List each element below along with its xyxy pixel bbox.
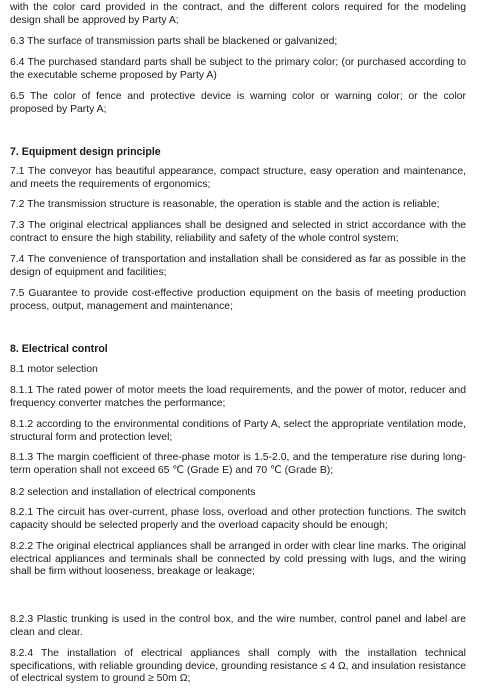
heading-section-8: 8. Electrical control	[10, 343, 108, 355]
paragraph-8-2-4: 8.2.4 The installation of electrical appliances shall comply with the installation technical specifications, with reliable grounding device, grounding resistance ≤ 4 Ω, and insulation resistance of electrical system to ground ≥ 50m Ω;	[10, 648, 466, 685]
paragraph-7-1: 7.1 The conveyor has beautiful appearance, compact structure, easy operation and maintenance, and meets the requirements of ergonomics;	[10, 166, 466, 190]
paragraph-6-5: 6.5 The color of fence and protective device is warning color or warning color; or the color proposed by Party A;	[10, 91, 466, 115]
paragraph-7-2: 7.2 The transmission structure is reasonable, the operation is stable and the action is reliable;	[10, 199, 440, 210]
paragraph-8-1-1: 8.1.1 The rated power of motor meets the load requirements, and the power of motor, reducer and frequency converter matches the performance;	[10, 385, 466, 409]
paragraph-6-3: 6.3 The surface of transmission parts shall be blackened or galvanized;	[10, 36, 338, 47]
paragraph-6-4: 6.4 The purchased standard parts shall be subject to the primary color; (or purchased according to the executable scheme proposed by Party A)	[10, 57, 466, 81]
paragraph-color-card: with the color card provided in the contract, and the different colors required for the modeling design shall be approved by Party A;	[10, 2, 466, 26]
paragraph-7-5: 7.5 Guarantee to provide cost-effective production equipment on the basis of meeting production process, output, management and maintenance;	[10, 288, 466, 312]
paragraph-8-2-2: 8.2.2 The original electrical appliances shall be arranged in order with clear line marks. The original electrical appliances and terminals shall be connected by cold pressing with lugs, and the wiring shall be firm without looseness, breakage or leakage;	[10, 541, 466, 578]
paragraph-8-1: 8.1 motor selection	[10, 364, 98, 375]
paragraph-8-1-3: 8.1.3 The margin coefficient of three-phase motor is 1.5-2.0, and the temperature rise during long-term operation shall not exceed 65 ℃ (Grade E) and 70 ℃ (Grade B);	[10, 452, 466, 476]
paragraph-8-2: 8.2 selection and installation of electrical components	[10, 487, 256, 498]
paragraph-8-2-3: 8.2.3 Plastic trunking is used in the control box, and the wire number, control panel and label are clean and clear.	[10, 614, 466, 638]
paragraph-8-1-2: 8.1.2 according to the environmental conditions of Party A, select the appropriate ventilation mode, structural form and protection level;	[10, 419, 466, 443]
paragraph-7-3: 7.3 The original electrical appliances shall be designed and selected in strict accordance with the contract to ensure the high stability, reliability and safety of the whole control system;	[10, 220, 466, 244]
paragraph-7-4: 7.4 The convenience of transportation and installation shall be considered as far as possible in the design of equipment and facilities;	[10, 254, 466, 278]
paragraph-8-2-1: 8.2.1 The circuit has over-current, phase loss, overload and other protection functions. The switch capacity should be selected properly and the overload capacity should be enough;	[10, 507, 466, 531]
heading-section-7: 7. Equipment design principle	[10, 146, 161, 158]
